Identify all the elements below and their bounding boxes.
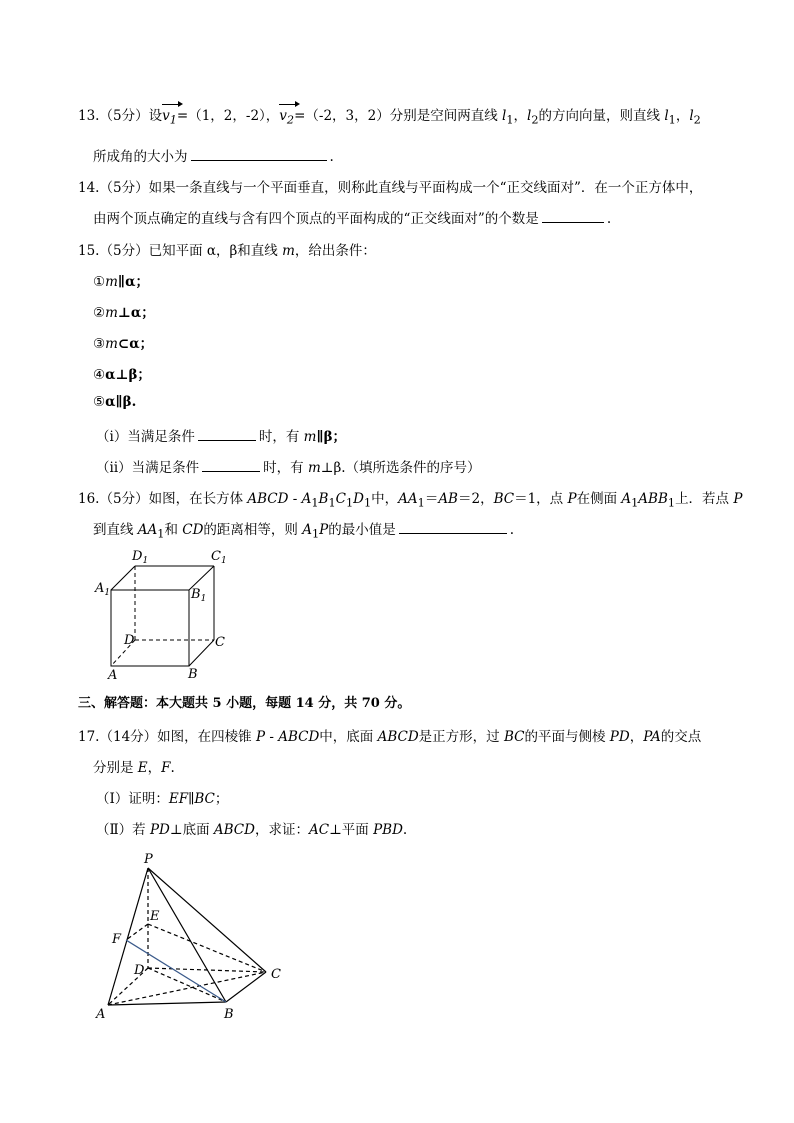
label-d1: $D_1$ [132, 549, 149, 566]
q13-line2: 所成角的大小为 . [93, 145, 334, 165]
q15-part2: （ⅱ）当满足条件 时，有 m⊥β.（填所选条件的序号） [96, 456, 481, 476]
edge-a-b [108, 1002, 226, 1005]
q17-pyramid-figure [92, 850, 292, 1025]
section-3-heading: 三、解答题：本大题共 5 小题，每题 14 分，共 70 分。 [78, 696, 411, 711]
q14-line1: 14.（5分）如果一条直线与一个平面垂直，则称此直线与平面构成一个“正交线面对”．在一个正方体中， [78, 180, 703, 196]
label-f: F [112, 932, 122, 947]
diagonal-a-c-hidden [108, 972, 266, 1005]
q16-line1: 16.（5分）如图，在长方体 ABCD - $A_1B_1C_1D_1$中，$AA_1=AB=2$，BC＝1，点 P在侧面 $A_1ABB_1$上．若点 P [78, 491, 743, 510]
label-d: D [124, 633, 135, 648]
q15-condition-5: ⑤α∥β. [93, 394, 137, 410]
vector-v2: $v_2$ [279, 104, 294, 127]
q13-line1: 13.（5分）设$v_1=(1$，2，-2），$v_2=(-2$，3，2）分别是空间两直线 $l_1$，$l_2$的方向向量，则直线 $l_1$，$l_2$ [78, 104, 701, 127]
label-d: D [134, 963, 145, 978]
vector-v1: $v_1$ [162, 104, 177, 127]
label-e: E [150, 909, 160, 924]
q16-line2: 到直线 $AA_1$和 CD的距离相等，则 $A_1P$的最小值是 . [93, 518, 514, 541]
diagonal-d-b-hidden [148, 968, 226, 1002]
label-a1: $A_1$ [95, 581, 111, 598]
q14-answer-blank [542, 208, 604, 223]
q17-line2: 分别是 E，F. [93, 760, 175, 776]
q15-line1: 15.（5分）已知平面 α，β和直线 m，给出条件： [78, 243, 376, 259]
label-b1: $B_1$ [191, 587, 207, 604]
label-c: C [271, 967, 281, 982]
label-c: C [215, 635, 225, 650]
cuboid-front-face [111, 590, 189, 666]
q17-line1: 17.（14分）如图，在四棱锥 P - ABCD中，底面 ABCD是正方形，过 BC的平面与侧棱 PD，PA的交点 [78, 729, 702, 745]
label-b: B [188, 667, 198, 682]
q15-condition-4: ④α⊥β； [93, 367, 151, 383]
q17-part2: （Ⅱ）若 PD⊥底面 ABCD，求证：AC⊥平面 PBD. [96, 822, 408, 838]
q13-answer-blank [191, 146, 327, 161]
label-c1: $C_1$ [211, 549, 227, 566]
label-b: B [224, 1007, 234, 1022]
edge-p-c [148, 868, 266, 972]
q16-answer-blank [399, 519, 507, 534]
q15-part2-blank [202, 457, 260, 472]
q15-condition-3: ③m⊂α； [93, 336, 154, 352]
q14-line2: 由两个顶点确定的直线与含有四个顶点的平面构成的“正交线面对”的个数是 . [93, 207, 611, 227]
q15-condition-1: ①m∥α； [93, 274, 149, 290]
label-a: A [108, 668, 118, 683]
q15-condition-2: ②m⊥α； [93, 305, 155, 321]
q16-cuboid-figure [90, 548, 230, 688]
label-p: P [144, 852, 153, 867]
q17-part1: （Ⅰ）证明：EF∥BC； [96, 791, 229, 807]
edge-a1-d1 [111, 566, 135, 590]
q15-part1: （ⅰ）当满足条件 时，有 m∥β； [96, 425, 346, 445]
q15-part1-blank [198, 426, 256, 441]
edge-c-b [189, 640, 214, 666]
edge-p-b [148, 868, 226, 1002]
label-a: A [96, 1007, 106, 1022]
